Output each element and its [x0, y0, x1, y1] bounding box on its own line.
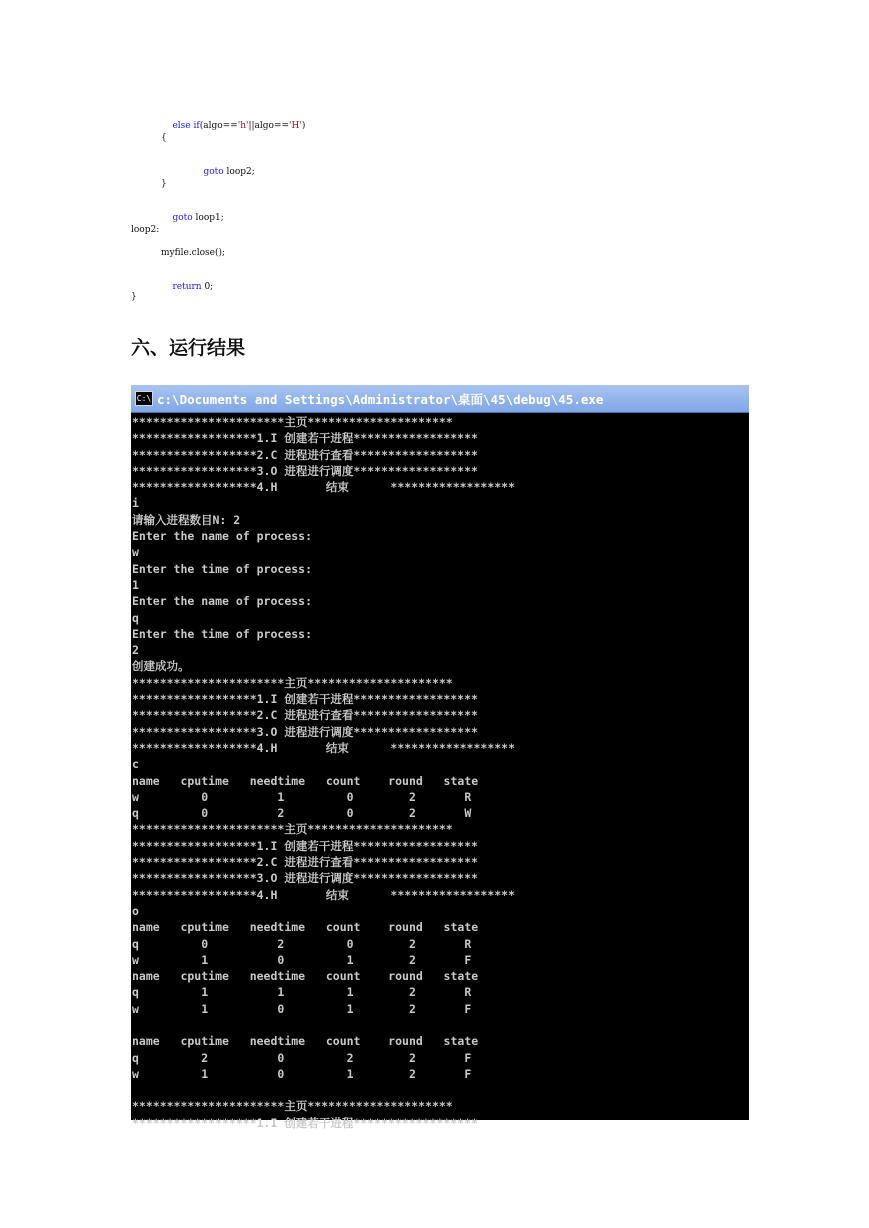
- console-output: [132, 414, 748, 1131]
- console-line: 2: [132, 643, 139, 658]
- console-line: ******************4.H 结束 ******************: [132, 480, 516, 495]
- console-line: [132, 1017, 748, 1033]
- console-window[interactable]: [131, 385, 749, 1130]
- console-line: w 0 1 0 2 R: [132, 789, 472, 804]
- code-line: goto loop1;: [172, 213, 224, 223]
- console-line: c: [132, 757, 139, 772]
- console-line: 请输入进程数目N: 2: [132, 512, 241, 527]
- console-line: Enter the time of process:: [132, 561, 313, 576]
- cmd-icon: C:\: [135, 391, 153, 406]
- console-line: ******************3.O 进程进行调度******************: [132, 871, 478, 886]
- code-line: goto loop2;: [203, 167, 255, 177]
- console-line: ******************1.I 创建若干进程******************: [132, 1115, 478, 1130]
- section-heading: 六、运行结果: [131, 337, 246, 359]
- code-line: {: [161, 133, 167, 143]
- console-line: 1: [132, 577, 139, 592]
- console-line: Enter the time of process:: [132, 626, 313, 641]
- code-snippet: [0, 0, 869, 310]
- console-line: q 1 1 1 2 R: [132, 985, 472, 1000]
- console-line: ******************1.I 创建若干进程******************: [132, 431, 478, 446]
- console-line: o: [132, 903, 139, 918]
- console-line: name cputime needtime count round state: [132, 969, 479, 984]
- console-line: w 1 0 1 2 F: [132, 952, 472, 967]
- console-line: w: [132, 545, 139, 560]
- console-line: ******************2.C 进程进行查看******************: [132, 855, 478, 870]
- code-line: }: [131, 292, 137, 302]
- console-line: q 2 0 2 2 F: [132, 1050, 472, 1065]
- console-line: 创建成功。: [132, 659, 190, 674]
- code-line: }: [161, 179, 167, 189]
- console-line: q 0 2 0 2 R: [132, 936, 472, 951]
- code-line: else if(algo=='h'||algo=='H'): [172, 121, 306, 131]
- console-line: **********************主页*********************: [132, 415, 453, 429]
- console-line: ******************3.O 进程进行调度******************: [132, 463, 478, 478]
- console-line: q: [132, 610, 139, 625]
- console-line: w 1 0 1 2 F: [132, 1066, 472, 1081]
- console-line: ******************4.H 结束 ******************: [132, 740, 516, 755]
- console-line: [132, 1082, 748, 1098]
- console-line: i: [132, 496, 139, 511]
- code-line: myfile.close();: [161, 248, 226, 258]
- console-line: q 0 2 0 2 W: [132, 806, 472, 821]
- code-line: loop2:: [131, 225, 160, 235]
- console-line: **********************主页*********************: [132, 675, 453, 690]
- console-line: name cputime needtime count round state: [132, 1034, 479, 1049]
- console-line: Enter the name of process:: [132, 594, 313, 609]
- code-keyword: else if: [172, 121, 200, 131]
- console-line: w 1 0 1 2 F: [132, 1001, 472, 1016]
- console-line: ******************1.I 创建若干进程******************: [132, 692, 478, 707]
- console-line: **********************主页*********************: [132, 822, 453, 837]
- code-line: return 0;: [172, 282, 214, 292]
- console-line: ******************4.H 结束 ******************: [132, 887, 516, 902]
- console-line: ******************2.C 进程进行查看******************: [132, 447, 478, 462]
- console-line: name cputime needtime count round state: [132, 920, 479, 935]
- console-line: ******************1.I 创建若干进程******************: [132, 838, 478, 853]
- window-title: c:\Documents and Settings\Administrator\桌面\45\debug\45.exe: [157, 392, 604, 407]
- console-line: ******************2.C 进程进行查看******************: [132, 708, 478, 723]
- console-line: ******************3.O 进程进行调度******************: [132, 724, 478, 739]
- console-line: **********************主页*********************: [132, 1099, 453, 1114]
- window-titlebar[interactable]: [131, 385, 749, 413]
- console-line: Enter the name of process:: [132, 529, 313, 544]
- console-line: name cputime needtime count round state: [132, 773, 479, 788]
